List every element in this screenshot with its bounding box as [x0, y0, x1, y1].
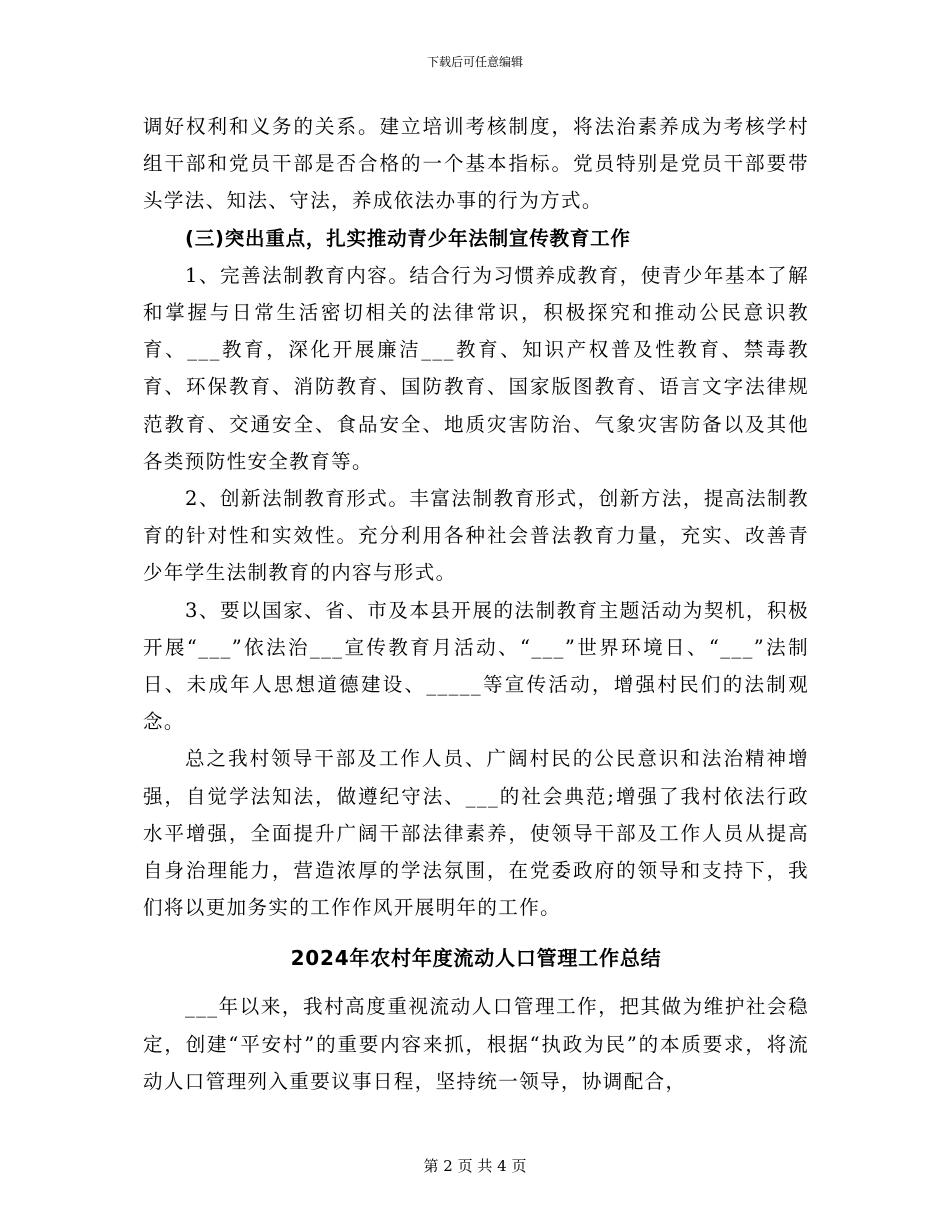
- document-body: [143, 108, 809, 1100]
- paragraph-conclusion: 总之我村领导干部及工作人员、广阔村民的公民意识和法治精神增强，自觉学法知法，做遵纪守法、___的社会典范;增强了我村依法行政水平增强，全面提升广阔干部法律素养，使领导干部及工作人员从提高自身治理能力，营造浓厚的学法氛围，在党委政府的领导和支持下，我们将以更加务实的工作作风开展明年的工作。: [143, 747, 809, 920]
- document-title: 2024年农村年度流动人口管理工作总结: [290, 946, 662, 971]
- page-number: 第 2 页 共 4 页: [423, 1157, 527, 1175]
- list-item-1: 1、完善法制教育内容。结合行为习惯养成教育，使青少年基本了解和掌握与日常生活密切相关的法律常识，积极探究和推动公民意识教育、___教育，深化开展廉洁___教育、知识产权普及性教育、禁毒教育、环保教育、消防教育、国防教育、国家版图教育、语言文字法律规范教育、交通安全、食品安全、地质灾害防治、气象灾害防备以及其他各类预防性安全教育等。: [143, 263, 809, 473]
- paragraph-rights-obligations: 调好权利和义务的关系。建立培训考核制度，将法治素养成为考核学村组干部和党员干部是否合格的一个基本指标。党员特别是党员干部要带头学法、知法、守法，养成依法办事的行为方式。: [143, 115, 809, 213]
- page-header-note: 下载后可任意编辑: [426, 55, 523, 69]
- paragraph-intro: ___年以来，我村高度重视流动人口管理工作，把其做为维护社会稳定，创建“平安村”的重要内容来抓，根据“执政为民”的本质要求，将流动人口管理列入重要议事日程，坚持统一领导，协调配合，: [143, 995, 809, 1093]
- list-item-2: 2、创新法制教育形式。丰富法制教育形式，创新方法，提高法制教育的针对性和实效性。充分利用各种社会普法教育力量，充实、改善青少年学生法制教育的内容与形式。: [143, 487, 809, 585]
- list-item-3: 3、要以国家、省、市及本县开展的法制教育主题活动为契机，积极开展“___”依法治___宣传教育月活动、“___”世界环境日、“___”法制日、未成年人思想道德建设、_____等宣传活动，增强村民们的法制观念。: [143, 598, 809, 734]
- section-heading-3: (三)突出重点，扎实推动青少年法制宣传教育工作: [185, 226, 631, 250]
